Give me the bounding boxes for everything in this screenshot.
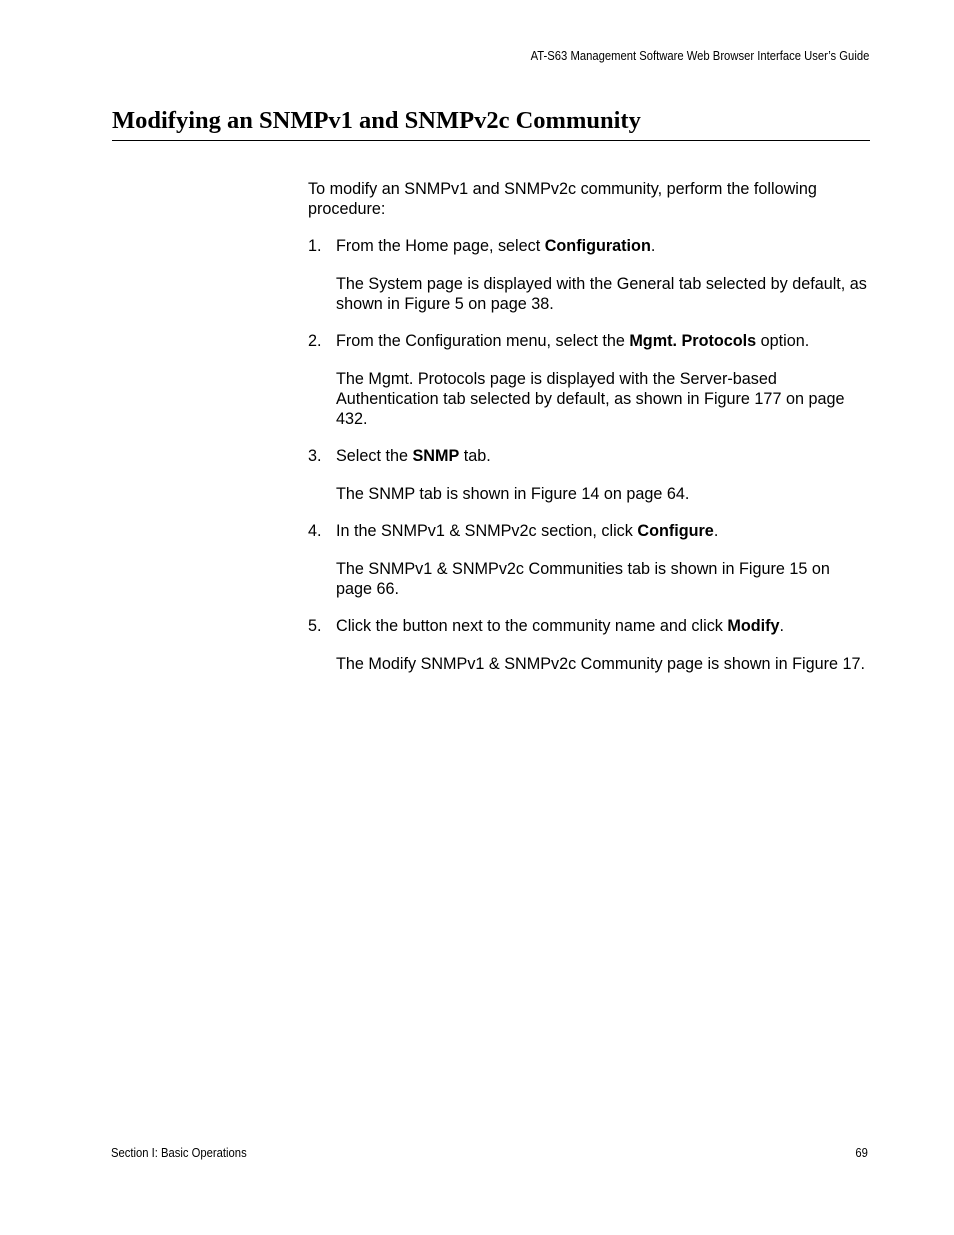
ui-term: Mgmt. Protocols <box>629 332 757 350</box>
step-number: 2. <box>308 332 322 350</box>
ui-term: Configure <box>637 522 714 540</box>
running-header: AT-S63 Management Software Web Browser Interface User’s Guide <box>530 49 869 63</box>
ui-term: Modify <box>727 617 780 635</box>
procedure-step-5 <box>308 616 870 674</box>
page-number: 69 <box>855 1146 868 1160</box>
intro-paragraph: To modify an SNMPv1 and SNMPv2c community, perform the following procedure: <box>308 180 817 218</box>
footer-section-label: Section I: Basic Operations <box>111 1146 247 1160</box>
step-instruction: From the Home page, select Configuration. <box>336 237 656 255</box>
step-result: The Mgmt. Protocols page is displayed with the Server-based Authentication tab selected by default, as shown in Figure 177 on page 432. <box>336 370 845 428</box>
ui-term: Configuration <box>544 237 651 255</box>
procedure-step-1 <box>308 236 870 314</box>
step-instruction: Select the SNMP tab. <box>336 447 491 465</box>
procedure-steps <box>308 236 870 674</box>
step-number: 4. <box>308 522 322 540</box>
procedure-content <box>308 179 870 691</box>
step-result: The Modify SNMPv1 & SNMPv2c Community page is shown in Figure 17. <box>336 655 865 673</box>
section-title: Modifying an SNMPv1 and SNMPv2c Community <box>112 106 870 141</box>
step-instruction: From the Configuration menu, select the Mgmt. Protocols option. <box>336 332 810 350</box>
procedure-step-3 <box>308 446 870 504</box>
step-instruction: In the SNMPv1 & SNMPv2c section, click Configure. <box>336 522 719 540</box>
ui-term: SNMP <box>412 447 460 465</box>
procedure-step-4 <box>308 521 870 599</box>
step-result: The System page is displayed with the General tab selected by default, as shown in Figure 5 on page 38. <box>336 275 867 313</box>
step-instruction: Click the button next to the community name and click Modify. <box>336 617 785 635</box>
step-result: The SNMPv1 & SNMPv2c Communities tab is shown in Figure 15 on page 66. <box>336 560 830 598</box>
step-result: The SNMP tab is shown in Figure 14 on page 64. <box>336 485 690 503</box>
step-number: 3. <box>308 447 322 465</box>
step-number: 5. <box>308 617 322 635</box>
procedure-step-2 <box>308 331 870 429</box>
step-number: 1. <box>308 237 322 255</box>
